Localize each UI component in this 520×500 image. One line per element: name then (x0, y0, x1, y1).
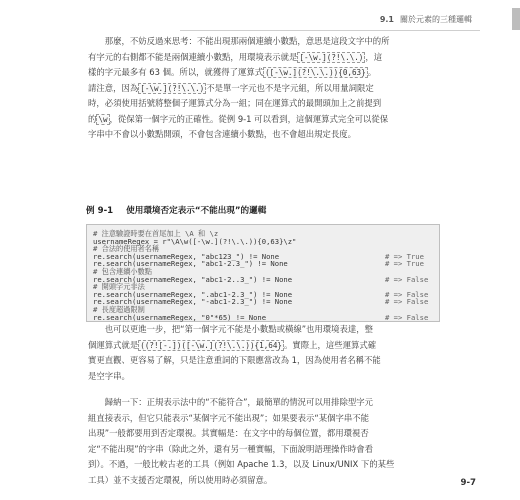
example-heading (86, 204, 266, 216)
inline-code: ((?![-.])([-\w.](?!\.\.)){1,64} (140, 340, 282, 350)
code-text: re.search(usernameRegex, "0"*65) != None (93, 312, 267, 322)
code-text: # 合法的使用者名稱 (93, 244, 160, 254)
code-text: usernameRegex = r"\A\w([-\w.](?!\.\.)){0,63}\z" (93, 236, 297, 246)
text-line: 歸納一下：正規表示法中的“不能符合”，最簡單的情況可以用排除型字元 (104, 397, 374, 407)
text-line: 組直接表示，但它只能表示“某個字元不能出現”；如果要表示“某個字串不能 (88, 412, 370, 423)
text-line: 定“不能出現”的字串（除此之外，還有另一種實幅，下面說明語理操作時會看 (88, 443, 374, 454)
code-text: re.search(usernameRegex, "-abc1-2.3_") != None (93, 297, 293, 307)
text-line: 到）。不過，一般比較古老的工具（例如 Apache 1.3，以及 Linux/UNIX 下的某些 (88, 459, 395, 469)
text-line: 實更直觀、更容易了解，只是注意重詞的下限應當改為 1，因為使用者名稱不能 (88, 355, 381, 365)
text-line: 那麼，不妨反過來思考：不能出現那兩個連續小數點，意思是這段文字中的所 (104, 36, 390, 46)
inline-code: \w (98, 114, 108, 124)
header-tab-bar (512, 8, 520, 30)
code-result: # => True (385, 251, 424, 261)
inline-code: [-\w.](?!\.\.) (140, 83, 205, 93)
page-number: 9-7 (460, 478, 476, 488)
running-header (380, 14, 472, 25)
text-line: 的 \w ，從保第一個字元的正確性。從例 9-1 可以看到，這個運算式完全可以從保 (88, 113, 389, 124)
code-text: # 包含連續小數點 (93, 267, 152, 276)
code-text: re.search(usernameRegex, ".abc1-2.3_") != None (93, 289, 293, 299)
paragraph-1 (88, 34, 420, 143)
example-title: 使用環境否定表示“不能出現”的邏輯 (126, 206, 267, 216)
text-line: 工具）並不支援否定環視，所以使用時必須留意。 (88, 474, 273, 485)
header-rule (180, 30, 480, 31)
text-line: 也可以更進一步，把“第一個字元不能是小數點或橫線”也用環境表達，整 (104, 324, 374, 334)
code-text: # 長度超過限制 (93, 305, 145, 314)
paragraph-2 (88, 322, 420, 384)
code-text: # 注意驗證時要在首尾加上 \A 和 \z (93, 229, 219, 238)
section-title: 關於元素的三種邏輯 (400, 15, 472, 24)
inline-code: ([-\w.](?!\.\.)){0,63} (265, 68, 366, 77)
code-result: # => False (385, 297, 429, 307)
code-text: re.search(usernameRegex, "abc1-2.3_") != None (93, 259, 288, 269)
code-result: # => False (385, 312, 429, 322)
text-line: 有字元的右側都不能是兩個連續小數點，用環境表示就是 [-\w.](?!\.\.) ，這 (88, 51, 383, 62)
section-number: 9.1 (379, 15, 394, 24)
text-line: 請注意，因為 [-\w.](?!\.\.) 不是單一字元也不是字元組，所以用量詞限定 (88, 82, 374, 93)
text-line: 時，必須使用括號將整個子運算式分為一組；同在運算式的最開頭加上之前提到 (88, 98, 382, 108)
text-line: 字串中不會以小數點開頭，不會包含連續小數點，也不會超出規定長度。 (88, 129, 356, 139)
paragraph-3 (88, 395, 420, 488)
text-line: 出現”一般都要用到否定環視。其實幅是：在文字中的每個位置，都用環視否 (88, 428, 369, 438)
text-line: 樣的字元最多有 63 個。所以，就獲得了運算式 ([-\w.](?!\.\.)){0,63} 。 (88, 67, 377, 77)
code-result: # => True (385, 259, 424, 269)
inline-code: [-\w.](?!\.\.) (299, 52, 364, 62)
code-result: # => False (385, 274, 429, 284)
code-listing (86, 224, 440, 322)
example-label: 例 9-1 (86, 206, 114, 216)
text-line: 個運算式就是 ((?![-.])([-\w.](?!\.\.)){1,64} 。實際上，這些運算式確 (88, 339, 377, 350)
text-line: 是空字串。 (88, 370, 130, 381)
code-text: re.search(usernameRegex, "abc123_") != None (93, 251, 280, 261)
code-text: re.search(usernameRegex, "abc1-2..3_") != None (93, 274, 293, 284)
code-text: # 開頭字元非法 (93, 282, 145, 292)
code-result: # => False (385, 289, 429, 299)
